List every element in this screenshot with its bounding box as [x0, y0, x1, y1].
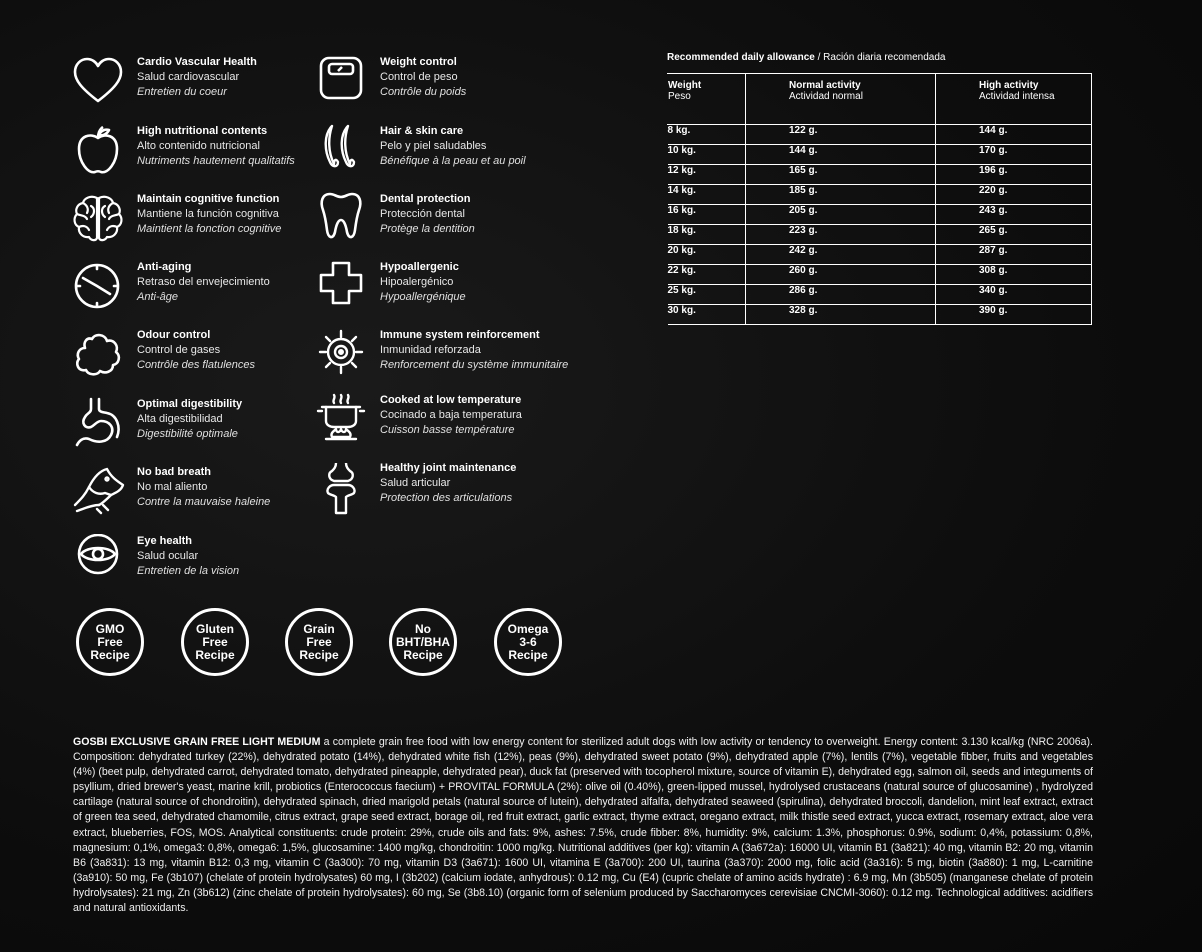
- benefit-es: Pelo y piel saludables: [380, 140, 487, 152]
- rda-header-es: Actividad normal: [789, 91, 863, 102]
- rda-high: 308 g.: [936, 265, 1092, 285]
- rda-high: 196 g.: [936, 165, 1092, 185]
- badge-label: Gluten Free Recipe: [195, 621, 235, 662]
- benefit-es: Hipoalergénico: [380, 276, 454, 288]
- benefit-nutrition: [71, 124, 311, 184]
- rda-high: 243 g.: [936, 205, 1092, 225]
- rda-weight: 10 kg.: [668, 145, 746, 165]
- benefit-digestibility: [71, 397, 311, 457]
- rda-header-en: High activity: [979, 80, 1039, 91]
- benefit-weight: [314, 55, 554, 115]
- rda-header-row: [668, 74, 1092, 125]
- benefit-breath: [71, 465, 311, 525]
- benefit-es: Alto contenido nutricional: [137, 140, 260, 152]
- badge-label: Omega 3-6 Recipe: [507, 621, 549, 662]
- rda-normal: 260 g.: [746, 265, 936, 285]
- badge-gmo-free: [76, 608, 144, 676]
- composition-text: [73, 735, 1093, 916]
- virus-icon: [314, 328, 368, 382]
- benefit-en: Optimal digestibility: [137, 398, 243, 410]
- benefit-fr: Bénéfique à la peau et au poil: [380, 155, 526, 167]
- benefit-fr: Maintient la fonction cognitive: [137, 223, 282, 235]
- rda-normal: 223 g.: [746, 225, 936, 245]
- table-row: [668, 145, 1092, 165]
- benefit-es: Inmunidad reforzada: [380, 344, 481, 356]
- table-row: [668, 165, 1092, 185]
- rda-normal: 165 g.: [746, 165, 936, 185]
- benefit-fr: Contrôle du poids: [380, 86, 467, 98]
- benefit-en: Healthy joint maintenance: [380, 462, 517, 474]
- heart-icon: [71, 55, 125, 109]
- rda-title-sep: /: [814, 52, 824, 63]
- product-name: GOSBI EXCLUSIVE GRAIN FREE LIGHT MEDIUM: [73, 736, 321, 748]
- benefit-es: Retraso del envejecimiento: [137, 276, 270, 288]
- rda-high: 220 g.: [936, 185, 1092, 205]
- rda-normal: 122 g.: [746, 125, 936, 145]
- benefit-es: Control de peso: [380, 71, 458, 83]
- table-row: [668, 305, 1092, 325]
- eye-icon: [71, 534, 125, 588]
- rda-header-es: Actividad intensa: [979, 91, 1055, 102]
- rda-weight: 18 kg.: [668, 225, 746, 245]
- rda-header-high: [936, 74, 1092, 125]
- benefit-fr: Entretien de la vision: [137, 565, 240, 577]
- benefit-en: Odour control: [137, 329, 211, 341]
- benefit-cooked: [314, 393, 554, 453]
- brain-icon: [71, 192, 125, 246]
- benefit-dental: [314, 192, 554, 252]
- rda-title-es: Ración diaria recomendada: [823, 52, 946, 63]
- benefit-fr: Contrôle des flatulences: [137, 359, 256, 371]
- rda-normal: 242 g.: [746, 245, 936, 265]
- benefit-hypoallergenic: [314, 260, 554, 320]
- rda-header-normal: [746, 74, 936, 125]
- benefit-fr: Hypoallergénique: [380, 291, 466, 303]
- benefit-hair-skin: [314, 124, 554, 184]
- rda-header-weight: [668, 74, 746, 125]
- benefit-en: Immune system reinforcement: [380, 329, 540, 341]
- badge-omega: [494, 608, 562, 676]
- benefit-es: No mal aliento: [137, 481, 208, 493]
- cooking-pot-icon: [314, 393, 368, 447]
- hair-icon: [314, 124, 368, 178]
- apple-icon: [71, 124, 125, 178]
- benefit-es: Control de gases: [137, 344, 221, 356]
- rda-title-en: Recommended daily allowance: [667, 52, 815, 63]
- benefit-en: No bad breath: [137, 466, 211, 478]
- benefit-en: Weight control: [380, 56, 457, 68]
- rda-weight: 30 kg.: [668, 305, 746, 325]
- badge-label: Grain Free Recipe: [299, 621, 339, 662]
- benefit-fr: Contre la mauvaise haleine: [137, 496, 271, 508]
- rda-normal: 144 g.: [746, 145, 936, 165]
- rda-weight: 8 kg.: [668, 125, 746, 145]
- benefit-es: Mantiene la función cognitiva: [137, 208, 279, 220]
- benefit-fr: Cuisson basse température: [380, 424, 515, 436]
- rda-weight: 12 kg.: [668, 165, 746, 185]
- rda-header-es: Peso: [668, 91, 691, 102]
- tooth-icon: [314, 192, 368, 246]
- benefit-en: High nutritional contents: [137, 125, 268, 137]
- benefit-cardio: [71, 55, 311, 115]
- scale-icon: [314, 55, 368, 109]
- rda-table: [667, 73, 1092, 325]
- rda-normal: 328 g.: [746, 305, 936, 325]
- table-row: [668, 265, 1092, 285]
- rda-high: 340 g.: [936, 285, 1092, 305]
- benefit-en: Eye health: [137, 535, 193, 547]
- stomach-icon: [71, 397, 125, 451]
- rda-weight: 14 kg.: [668, 185, 746, 205]
- benefit-eye: [71, 534, 311, 594]
- benefit-cognitive: [71, 192, 311, 252]
- dog-mouth-icon: [71, 465, 125, 519]
- benefit-es: Salud cardiovascular: [137, 71, 240, 83]
- table-row: [668, 225, 1092, 245]
- rda-header-en: Normal activity: [789, 80, 861, 91]
- benefit-es: Salud ocular: [137, 550, 199, 562]
- table-row: [668, 245, 1092, 265]
- rda-high: 144 g.: [936, 125, 1092, 145]
- rda-weight: 20 kg.: [668, 245, 746, 265]
- table-row: [668, 205, 1092, 225]
- badge-label: GMO Free Recipe: [90, 621, 130, 662]
- table-row: [668, 125, 1092, 145]
- benefit-fr: Protection des articulations: [380, 492, 513, 504]
- joint-icon: [314, 461, 368, 515]
- benefit-fr: Renforcement du système immunitaire: [380, 359, 569, 371]
- benefit-odour: [71, 328, 311, 388]
- rda-weight: 16 kg.: [668, 205, 746, 225]
- benefit-en: Cooked at low temperature: [380, 394, 522, 406]
- table-row: [668, 285, 1092, 305]
- benefit-en: Anti-aging: [137, 261, 192, 273]
- benefit-es: Protección dental: [380, 208, 465, 220]
- clock-icon: [71, 260, 125, 314]
- badge-no-bht-bha: [389, 608, 457, 676]
- cross-icon: [314, 260, 368, 314]
- rda-header-en: Weight: [668, 80, 702, 91]
- composition-body: a complete grain free food with low energy content for sterilized adult dogs with low activity or tendency to overweight. Energy content: 3.130 kcal/kg (NRC 2006a). Composition: dehydrated turkey (22%), dehydrated potato (14%), dehydrated white fish (12%), peas (9%), dehydrated sweet potato (9%), dehydrated apple (7%), lentils (7%), vegetable fibber, fruits and vegetables (4%) (beet pulp, dehydrated carrot, dehydrated tomato, dehydrated pineapple, dehydrated pear), duck fat (preserved with tocopherol mixture, source of vitamin E), dehydrated egg, salmon oil, seeds and integuments of psyllium, dried brewer's yeast, marine krill, probiotics (Enterococcus faecium) + PROVITAL FORMULA (2%): olive oil (0.40%), green-lipped mussel, hydrolysed crustaceans (natural source of glucosamine) , hydrolyzed cartilage (natural source of chondroitin), dehydrated spinach, dried marigold petals (natural source of lutein), dehydrated alfalfa, dehydrated seaweed (spirulina), dehydrated broccoli, dandelion, mint leaf extract, extract of green tea seed, dehydrated chamomile, citrus extract, grape seed extract, borage oil, red fruit extract, garlic extract, thyme extract, oregano extract, milk thistle seed extract, yucca extract, rosemary extract, aloe vera extract, blueberries, FOS, MOS. Analytical constituents: crude protein: 29%, crude oils and fats: 9%, ashes: 7.5%, crude fibber: 8%, humidity: 9%, calcium: 1.3%, phosphorus: 0.9%, sodium: 0,4%, potassium: 0,8%, magnesium: 0,1%, omega3: 0,8%, omega6: 1,5%, glucosamine: 1400 mg/kg, chondroitin: 1000 mg/kg. Nutritional additives (per kg): vitamin A (3a672a): 16000 UI, vitamin B1 (3a821): 40 mg, vitamin B2: 20 mg, vitamin B6 (3a831): 13 mg, vitamin B12: 0,3 mg, vitamin C (3a300): 70 mg, vitamin D3 (3a671): 1600 UI, vitamina E (3a700): 200 UI, taurina (3a370): 2000 mg, folic acid (3a316): 5 mg, biotin (3a880): 1 mg, L-carnitine (3a910): 50 mg, Fe (3b107) (chelate of protein hydrolysates) 60 mg, I (3b202) (calcium iodate, anhydrous): 0.12 mg, Cu (E4) (cupric chelate of amino acids hydrate) : 6.9 mg, Mn (3b505) (manganese chelate of protein hydrolysates): 21 mg, Zn (3b612) (zinc chelate of protein hydrolysates): 60 mg, Se (3b8.10) (organic form of selenium produced by Saccharomyces cerevisiae CNCMI-3060): 0.12 mg. Technological additives: acidifiers and natural antioxidants.: [73, 736, 1093, 915]
- benefit-en: Dental protection: [380, 193, 471, 205]
- rda-high: 170 g.: [936, 145, 1092, 165]
- rda-normal: 185 g.: [746, 185, 936, 205]
- benefit-joint: [314, 461, 554, 521]
- rda-weight: 25 kg.: [668, 285, 746, 305]
- benefit-anti-aging: [71, 260, 311, 320]
- benefit-en: Cardio Vascular Health: [137, 56, 257, 68]
- rda-high: 390 g.: [936, 305, 1092, 325]
- rda-weight: 22 kg.: [668, 265, 746, 285]
- rda-high: 265 g.: [936, 225, 1092, 245]
- benefit-es: Cocinado a baja temperatura: [380, 409, 522, 421]
- table-row: [668, 185, 1092, 205]
- rda-title: [667, 52, 945, 63]
- benefit-en: Hypoallergenic: [380, 261, 459, 273]
- benefit-immune: [314, 328, 569, 388]
- benefit-fr: Protège la dentition: [380, 223, 475, 235]
- rda-normal: 205 g.: [746, 205, 936, 225]
- benefit-en: Maintain cognitive function: [137, 193, 280, 205]
- benefit-es: Alta digestibilidad: [137, 413, 223, 425]
- badge-grain-free: [285, 608, 353, 676]
- rda-high: 287 g.: [936, 245, 1092, 265]
- rda-normal: 286 g.: [746, 285, 936, 305]
- benefit-fr: Nutriments hautement qualitatifs: [137, 155, 295, 167]
- badge-label: No BHT/BHA Recipe: [396, 621, 450, 662]
- benefit-en: Hair & skin care: [380, 125, 464, 137]
- badge-gluten-free: [181, 608, 249, 676]
- benefit-fr: Digestibilité optimale: [137, 428, 238, 440]
- benefit-fr: Entretien du coeur: [137, 86, 227, 98]
- benefit-es: Salud articular: [380, 477, 451, 489]
- cloud-icon: [71, 328, 125, 382]
- benefit-fr: Anti-âge: [137, 291, 178, 303]
